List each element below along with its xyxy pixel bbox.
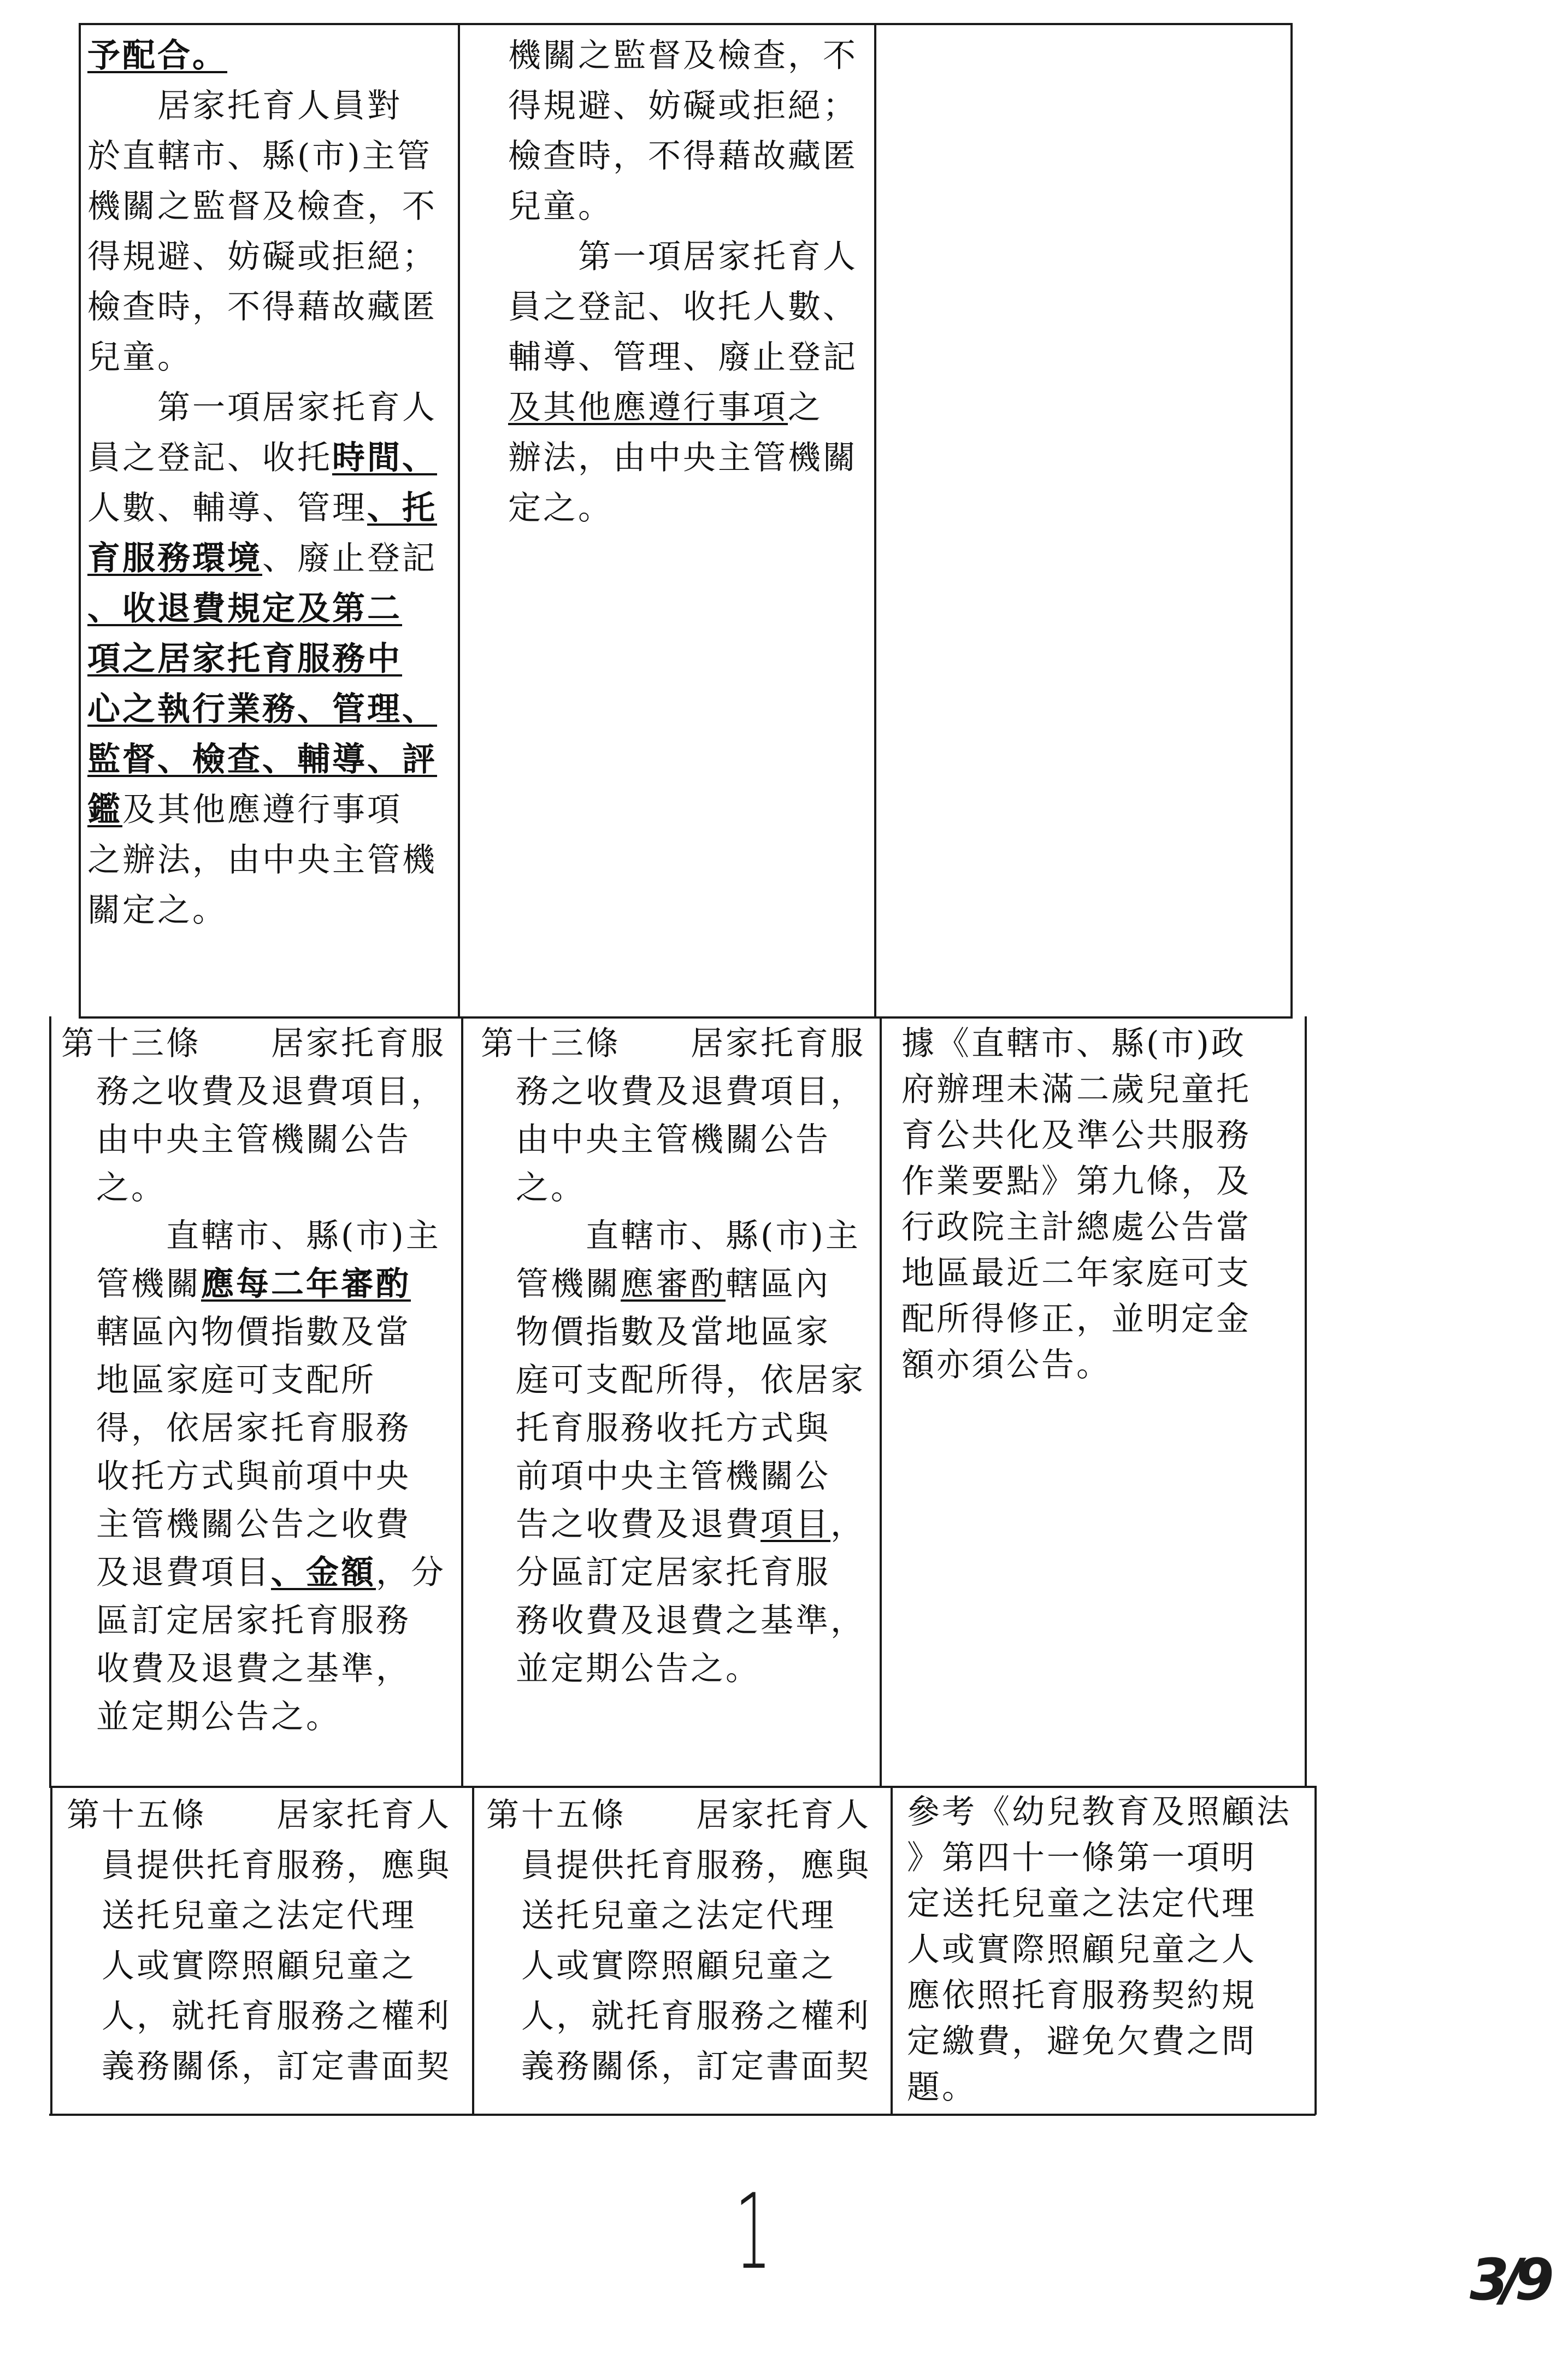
- text-line: [87, 137, 432, 175]
- text-segment: 務收費及退費之基準，: [481, 1602, 865, 1640]
- text-line: [508, 137, 858, 175]
- text-segment: 、托: [367, 489, 437, 527]
- text-line: [481, 1265, 830, 1303]
- text-line: [486, 2048, 871, 2086]
- text-line: [61, 1265, 411, 1303]
- text-line: [508, 37, 858, 75]
- text-segment: 作業要點》第九條，及: [901, 1162, 1251, 1201]
- text-line: [901, 1300, 1251, 1338]
- row1-col-divider-2: [874, 23, 876, 1017]
- text-segment: 予配合。: [87, 37, 227, 75]
- text-line: [61, 1554, 446, 1592]
- text-segment: 定之。: [508, 489, 613, 527]
- text-segment: 額亦須公告。: [901, 1346, 1111, 1384]
- text-line: [901, 1070, 1251, 1109]
- text-line: [508, 87, 858, 125]
- text-line: [87, 439, 437, 477]
- text-segment: 之。: [61, 1169, 166, 1207]
- text-segment: 應審酌: [621, 1265, 726, 1303]
- text-line: [87, 640, 402, 678]
- text-line: [481, 1217, 860, 1255]
- text-line: [481, 1457, 830, 1496]
- table-bottom-border: [49, 2114, 1316, 2116]
- text-segment: 送托兒童之法定代理: [67, 1897, 416, 1935]
- text-segment: 管機關: [481, 1265, 621, 1303]
- text-segment: 檢查時，不得藉故藏匿: [87, 288, 437, 326]
- text-segment: 兒童。: [87, 338, 192, 377]
- text-segment: 得，依居家托育服務: [61, 1409, 411, 1448]
- text-line: [508, 338, 858, 377]
- text-segment: 庭可支配所得，依居家: [481, 1361, 865, 1399]
- row-divider-1: [79, 1016, 1293, 1019]
- text-segment: 據《直轄市、縣(市)政: [901, 1025, 1246, 1063]
- text-segment: 轄區內: [726, 1265, 830, 1303]
- text-segment: 育公共化及準公共服務: [901, 1116, 1251, 1155]
- text-segment: 檢查時，不得藉故藏匿: [508, 137, 858, 175]
- text-segment: 辦法，由中央主管機關: [508, 439, 858, 477]
- text-line: [87, 37, 227, 75]
- text-line: [508, 489, 613, 527]
- text-segment: 應每二年審酌: [201, 1265, 411, 1303]
- text-segment: 機關之監督及檢查，不: [87, 187, 437, 226]
- text-segment: 由中央主管機關公告: [481, 1121, 830, 1159]
- text-line: [486, 1997, 871, 2036]
- text-segment: 務之收費及退費項目，: [61, 1073, 446, 1111]
- row1-right-border: [1290, 23, 1293, 1017]
- text-segment: 第十三條 居家托育服: [481, 1025, 865, 1063]
- text-segment: 人或實際照顧兒童之: [486, 1947, 836, 1985]
- text-segment: 直轄市、縣(市)主: [61, 1217, 441, 1255]
- text-segment: 托育服務收托方式與: [481, 1409, 830, 1448]
- text-segment: 主管機關公告之收費: [61, 1505, 411, 1544]
- text-line: [486, 1846, 871, 1885]
- text-line: [481, 1602, 865, 1640]
- text-segment: 地區家庭可支配所: [61, 1361, 376, 1399]
- text-line: [67, 1897, 416, 1935]
- text-line: [907, 1839, 1257, 1877]
- text-line: [481, 1554, 830, 1592]
- text-segment: 關定之。: [87, 891, 227, 930]
- text-line: [67, 2048, 451, 2086]
- text-line: [508, 238, 858, 276]
- text-line: [61, 1073, 446, 1111]
- text-line: [87, 288, 437, 326]
- text-line: [486, 1796, 871, 1834]
- text-segment: 第十五條 居家托育人: [486, 1796, 871, 1834]
- text-line: [61, 1505, 411, 1544]
- row2-col-divider-1: [461, 1016, 463, 1787]
- text-segment: 機關之監督及檢查，不: [508, 37, 858, 75]
- text-line: [87, 389, 437, 427]
- text-segment: 員提供托育服務，應與: [67, 1846, 451, 1885]
- text-segment: 轄區內物價指數及當: [61, 1313, 411, 1351]
- text-line: [508, 439, 858, 477]
- text-line: [87, 187, 437, 226]
- row3-col-divider-1: [472, 1786, 474, 2115]
- text-line: [907, 1976, 1257, 2015]
- text-segment: 鑑: [87, 791, 122, 829]
- text-line: [481, 1073, 865, 1111]
- text-line: [61, 1313, 411, 1351]
- text-segment: 參考《幼兒教育及照顧法: [907, 1793, 1292, 1831]
- text-line: [481, 1121, 830, 1159]
- text-line: [87, 740, 437, 779]
- text-line: [508, 288, 858, 326]
- text-segment: 府辦理未滿二歲兒童托: [901, 1070, 1251, 1109]
- text-segment: 監督、檢查、輔導、評: [87, 740, 437, 779]
- text-line: [901, 1208, 1251, 1246]
- row-divider-2: [49, 1786, 1316, 1788]
- text-segment: 得規避、妨礙或拒絕；: [87, 238, 437, 276]
- text-segment: 配所得修正，並明定金: [901, 1300, 1251, 1338]
- text-segment: 人，就托育服務之權利: [67, 1997, 451, 2036]
- text-segment: 、收退費規定及第二: [87, 590, 402, 628]
- text-line: [907, 1885, 1257, 1923]
- text-line: [486, 1897, 836, 1935]
- text-line: [901, 1025, 1246, 1063]
- text-segment: 人或實際照顧兒童之人: [907, 1931, 1257, 1969]
- text-line: [901, 1116, 1251, 1155]
- text-segment: 得規避、妨礙或拒絕；: [508, 87, 858, 125]
- text-segment: 之。: [481, 1169, 586, 1207]
- text-line: [87, 690, 437, 728]
- text-segment: 直轄市、縣(市)主: [481, 1217, 860, 1255]
- text-segment: 義務關係，訂定書面契: [486, 2048, 871, 2086]
- row3-right-border: [1314, 1786, 1317, 2115]
- text-line: [61, 1217, 441, 1255]
- text-line: [481, 1505, 865, 1544]
- row2-col-divider-2: [880, 1016, 882, 1787]
- text-segment: 居家托育人員對: [87, 87, 402, 125]
- text-line: [87, 238, 437, 276]
- text-line: [67, 1997, 451, 2036]
- text-segment: 行政院主計總處公告當: [901, 1208, 1251, 1246]
- text-segment: 人數、輔導、管理: [87, 489, 367, 527]
- text-segment: 管機關: [61, 1265, 201, 1303]
- text-segment: 之辦法，由中央主管機: [87, 841, 437, 879]
- text-segment: 收費及退費之基準，: [61, 1650, 411, 1688]
- row1-left-border: [79, 23, 81, 1017]
- text-line: [61, 1121, 411, 1159]
- text-segment: 員之登記、收托: [87, 439, 332, 477]
- text-line: [907, 2022, 1257, 2061]
- handwritten-sheet-number: 3/9: [1470, 2246, 1547, 2313]
- text-segment: 並定期公告之。: [481, 1650, 761, 1688]
- text-line: [907, 1931, 1257, 1969]
- text-segment: 由中央主管機關公告: [61, 1121, 411, 1159]
- text-segment: 人或實際照顧兒童之: [67, 1947, 416, 1985]
- text-segment: 第十五條 居家托育人: [67, 1796, 451, 1834]
- text-line: [481, 1169, 586, 1207]
- text-segment: ，分: [376, 1554, 446, 1592]
- text-line: [901, 1162, 1251, 1201]
- text-line: [87, 338, 192, 377]
- text-segment: ，: [830, 1505, 865, 1544]
- text-segment: 項之居家托育服務中: [87, 640, 402, 678]
- text-segment: 人，就托育服務之權利: [486, 1997, 871, 2036]
- text-line: [87, 841, 437, 879]
- text-segment: 定送托兒童之法定代理: [907, 1885, 1257, 1923]
- text-line: [508, 389, 823, 427]
- text-line: [87, 489, 437, 527]
- text-segment: 告之收費及退費: [481, 1505, 761, 1544]
- row2-right-border: [1305, 1016, 1307, 1787]
- row1-col-divider-1: [458, 23, 460, 1017]
- text-line: [481, 1025, 865, 1063]
- text-segment: 於直轄市、縣(市)主管: [87, 137, 432, 175]
- text-segment: 輔導、管理、廢止登記: [508, 338, 858, 377]
- text-segment: 定繳費，避免欠費之問: [907, 2022, 1257, 2061]
- text-line: [508, 187, 613, 226]
- text-segment: 第十三條 居家托育服: [61, 1025, 446, 1063]
- text-segment: 物價指數及當地區家: [481, 1313, 830, 1351]
- text-segment: 應依照托育服務契約規: [907, 1976, 1257, 2015]
- row3-left-border: [50, 1786, 52, 2115]
- text-line: [61, 1457, 411, 1496]
- text-line: [481, 1409, 830, 1448]
- text-segment: 送托兒童之法定代理: [486, 1897, 836, 1935]
- text-segment: 》第四十一條第一項明: [907, 1839, 1257, 1877]
- text-line: [481, 1313, 830, 1351]
- table-top-border: [79, 23, 1293, 25]
- text-segment: 題。: [907, 2068, 977, 2107]
- text-line: [87, 891, 227, 930]
- text-line: [481, 1361, 865, 1399]
- text-segment: 、廢止登記: [262, 539, 437, 578]
- text-segment: 分區訂定居家托育服: [481, 1554, 830, 1592]
- text-segment: 時間、: [332, 439, 437, 477]
- text-segment: 第一項居家托育人: [87, 389, 437, 427]
- text-line: [61, 1650, 411, 1688]
- handwritten-page-number: 1: [735, 2172, 771, 2292]
- text-line: [67, 1947, 416, 1985]
- text-segment: 員提供托育服務，應與: [486, 1846, 871, 1885]
- text-segment: 心之執行業務、管理、: [87, 690, 437, 728]
- text-segment: 、金額: [271, 1554, 376, 1592]
- text-segment: 項目: [761, 1505, 830, 1544]
- text-line: [481, 1650, 761, 1688]
- text-segment: 育服務環境: [87, 539, 262, 578]
- text-line: [67, 1796, 451, 1834]
- text-segment: 第一項居家托育人: [508, 238, 858, 276]
- text-segment: 義務關係，訂定書面契: [67, 2048, 451, 2086]
- text-line: [87, 590, 402, 628]
- text-line: [61, 1409, 411, 1448]
- text-segment: 地區最近二年家庭可支: [901, 1254, 1251, 1292]
- row3-col-divider-2: [891, 1786, 893, 2115]
- text-line: [486, 1947, 836, 1985]
- text-segment: 員之登記、收托人數、: [508, 288, 858, 326]
- text-segment: 及其他應遵行事項: [122, 791, 402, 829]
- text-segment: 及退費項目: [61, 1554, 271, 1592]
- text-line: [901, 1346, 1111, 1384]
- text-line: [61, 1602, 411, 1640]
- text-segment: 收托方式與前項中央: [61, 1457, 411, 1496]
- text-line: [61, 1025, 446, 1063]
- text-segment: 務之收費及退費項目，: [481, 1073, 865, 1111]
- text-line: [87, 791, 402, 829]
- text-line: [901, 1254, 1251, 1292]
- text-segment: 之: [788, 389, 823, 427]
- text-line: [61, 1361, 376, 1399]
- text-line: [61, 1169, 166, 1207]
- row2-left-border: [49, 1016, 51, 1787]
- text-segment: 區訂定居家托育服務: [61, 1602, 411, 1640]
- text-segment: 前項中央主管機關公: [481, 1457, 830, 1496]
- text-segment: 並定期公告之。: [61, 1698, 341, 1736]
- text-line: [907, 2068, 977, 2107]
- text-segment: 兒童。: [508, 187, 613, 226]
- text-line: [87, 539, 437, 578]
- text-line: [87, 87, 402, 125]
- text-line: [907, 1793, 1292, 1831]
- text-line: [61, 1698, 341, 1736]
- text-line: [67, 1846, 451, 1885]
- text-segment: 及其他應遵行事項: [508, 389, 788, 427]
